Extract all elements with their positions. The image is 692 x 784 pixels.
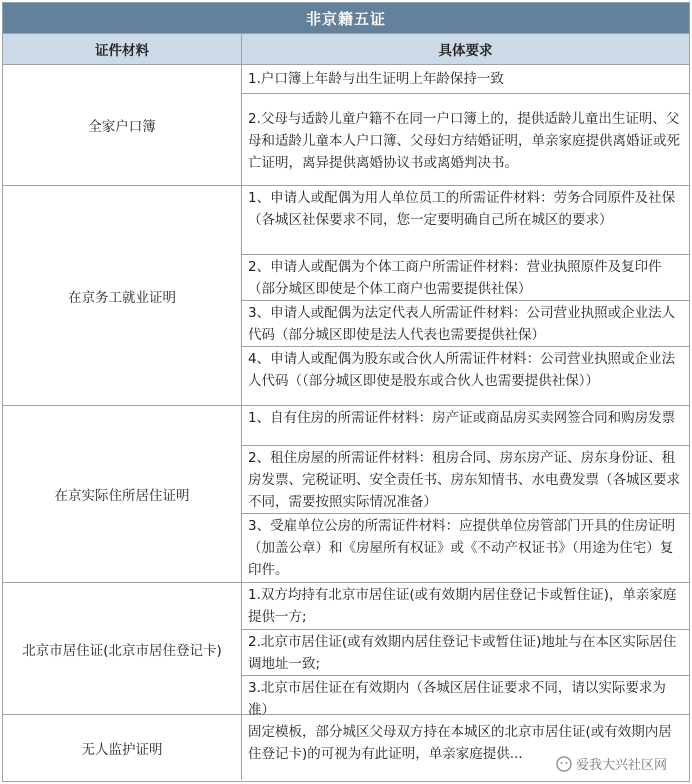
requirements-cell (242, 583, 689, 718)
requirement-item: 1.双方均持有北京市居住证(或有效期内居住登记卡或暂住证)，单亲家庭提供一方; (248, 587, 677, 625)
requirements-cell (242, 65, 689, 185)
table-row (3, 185, 689, 405)
material-cell: 在京实际住所居住证明 (3, 406, 242, 582)
requirements-table (2, 2, 690, 782)
requirements-cell (242, 406, 689, 582)
requirement-item: 3、申请人或配偶为法定代表人所需证件材料：公司营业执照或企业法人代码（部分城区即使是法人代表也需要提供社保） (242, 300, 689, 346)
requirements-cell (242, 186, 689, 405)
table-row (3, 405, 689, 582)
requirement-item: 1、自有住房的所需证件材料：房产证或商品房买卖网签合同和购房发票 (248, 410, 676, 426)
table-title: 非京籍五证 (3, 3, 689, 33)
material-cell: 在京务工就业证明 (3, 186, 242, 405)
header-row (3, 33, 689, 64)
watermark-text: 爱我大兴社区网 (575, 758, 667, 773)
requirement-item: 2.父母与适龄儿童户籍不在同一户口簿上的，提供适龄儿童出生证明、父母和适龄儿童本人户口簿、父母妇方结婚证明，单亲家庭提供离婚证或死亡证明，离异提供离婚协议书或离婚判决书。 (242, 93, 689, 185)
requirement-item: 固定模板，部分城区父母双方持在本城区的北京市居住证(或有效期内居住登记卡)的可视为有此证明，单亲家庭提供... (248, 724, 672, 762)
material-cell: 无人监护证明 (3, 715, 242, 780)
requirement-item: 2、租住房屋的所需证件材料：租房合同、房东房产证、房东身份证、租房发票、完税证明、安全责任书、房东知情书、水电费发票（各城区要求不同，需要按照实际情况准备） (242, 445, 689, 513)
wechat-logo-icon (556, 756, 572, 772)
requirement-item: 1.户口簿上年龄与出生证明上年龄保持一致 (248, 71, 504, 87)
requirement-item: 2.北京市居住证(或有效期内居住登记卡或暂住证)地址与在本区实际居住调地址一致; (242, 629, 689, 675)
header-material: 证件材料 (3, 34, 242, 64)
table-row (3, 582, 689, 718)
table-row (3, 64, 689, 185)
requirement-item: 3.北京市居住证在有效期内（各城区居住证要求不同，请以实际要求为准） (242, 675, 689, 722)
requirement-item: 3、受雇单位公房的所需证件材料：应提供单位房管部门开具的住房证明（加盖公章）和《房屋所有权证》或《不动产权证书》（用途为住宅）复印件。 (242, 513, 689, 582)
requirement-item: 4、申请人或配偶为股东或合伙人所需证件材料：公司营业执照或企业法人代码（（部分城区即使是股东或合伙人也需要提供社保）） (242, 346, 689, 405)
requirement-item: 2、申请人或配偶为个体工商户所需证件材料：营业执照原件及复印件（部分城区即使是个体工商户也需要提供社保） (242, 254, 689, 300)
header-requirements: 具体要求 (438, 43, 493, 59)
material-cell: 全家户口簿 (3, 65, 242, 185)
requirement-item: 1、申请人或配偶为用人单位员工的所需证件材料：劳务合同原件及社保（各城区社保要求不同，您一定要明确自己所在城区的要求） (248, 190, 676, 228)
watermark (554, 754, 669, 773)
material-cell: 北京市居住证(北京市居住登记卡) (3, 583, 242, 714)
